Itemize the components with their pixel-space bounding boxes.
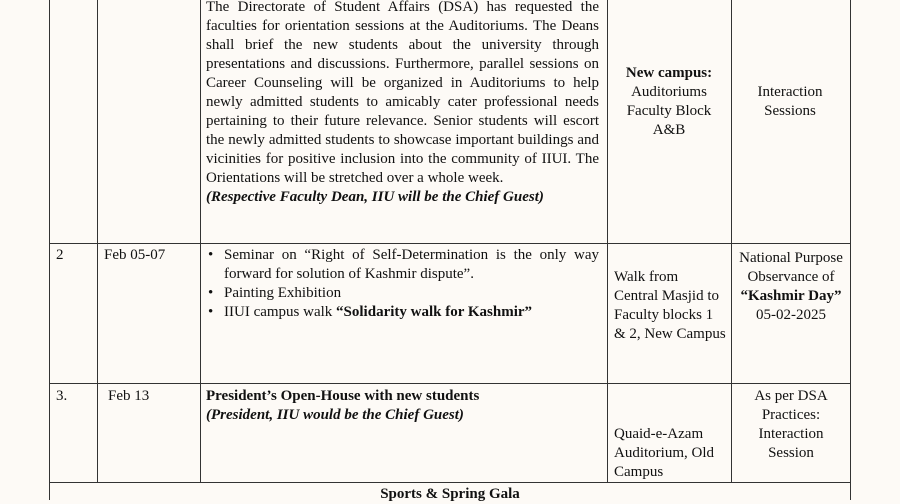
row-divider (49, 482, 851, 483)
remarks-cell (733, 249, 849, 325)
venue-cell (614, 268, 726, 344)
venue-cell (614, 425, 726, 482)
venue-label: New campus: (625, 65, 713, 81)
remarks-cell (742, 83, 838, 121)
list-item: • Seminar on “Right of Self-Determination is the only way forward for solution of Kashmir dispute”. (206, 246, 599, 284)
event-description (206, 0, 599, 207)
event-description (206, 246, 599, 322)
remarks-highlight: “Kashmir Day” (740, 288, 842, 304)
event-bullet-list (206, 246, 599, 322)
venue-text: Walk from Central Masjid to Faculty blocks 1 & 2, New Campus (614, 269, 726, 342)
row-number: 2 (56, 247, 64, 263)
row-divider (49, 243, 851, 244)
chief-guest-note: (Respective Faculty Dean, IIU will be the Chief Guest) (206, 189, 544, 205)
remarks-text: National Purpose Observance of (739, 250, 843, 285)
event-title: President’s Open-House with new students (206, 388, 480, 404)
event-date: Feb 05-07 (104, 247, 166, 263)
venue-text: Auditoriums Faculty Block A&B (626, 84, 712, 138)
column-divider (731, 0, 732, 482)
row-number: 3. (56, 388, 68, 404)
event-date: Feb 13 (108, 388, 150, 404)
chief-guest-note: (President, IIU would be the Chief Guest) (206, 407, 464, 423)
remarks-cell (736, 387, 846, 463)
list-item: • IIUI campus walk “Solidarity walk for Kashmir” (206, 303, 599, 322)
column-divider (97, 0, 98, 482)
event-description (206, 387, 599, 425)
venue-cell (610, 64, 728, 140)
orientation-paragraph: The Directorate of Student Affairs (DSA) has requested the faculties for orientation sessions at the Auditoriums. The Deans shall brief the new students about the university through presentations and discussions. Furthermore, parallel sessions on Career Counseling will be organized in Auditoriums to help newly admitted students to amicably cater professional needs pertaining to their future relevance. Senior students will escort the newly admitted students to showcase important buildings and vicinities for positive inclusion into the community of IIUI. The Orientations will be stretched over a whole week. (206, 0, 599, 186)
remarks-date: 05-02-2025 (756, 307, 826, 323)
section-heading: Sports & Spring Gala (380, 486, 520, 502)
list-item: • Painting Exhibition (206, 284, 599, 303)
table-border-left (49, 0, 50, 500)
remarks-text: Interaction Sessions (757, 84, 823, 119)
table-border-right (850, 0, 851, 500)
remarks-text: As per DSA Practices: Interaction Session (754, 388, 828, 461)
venue-text: Quaid-e-Azam Auditorium, Old Campus (614, 426, 714, 480)
row-divider (49, 383, 851, 384)
column-divider (607, 0, 608, 482)
column-divider (200, 0, 201, 482)
